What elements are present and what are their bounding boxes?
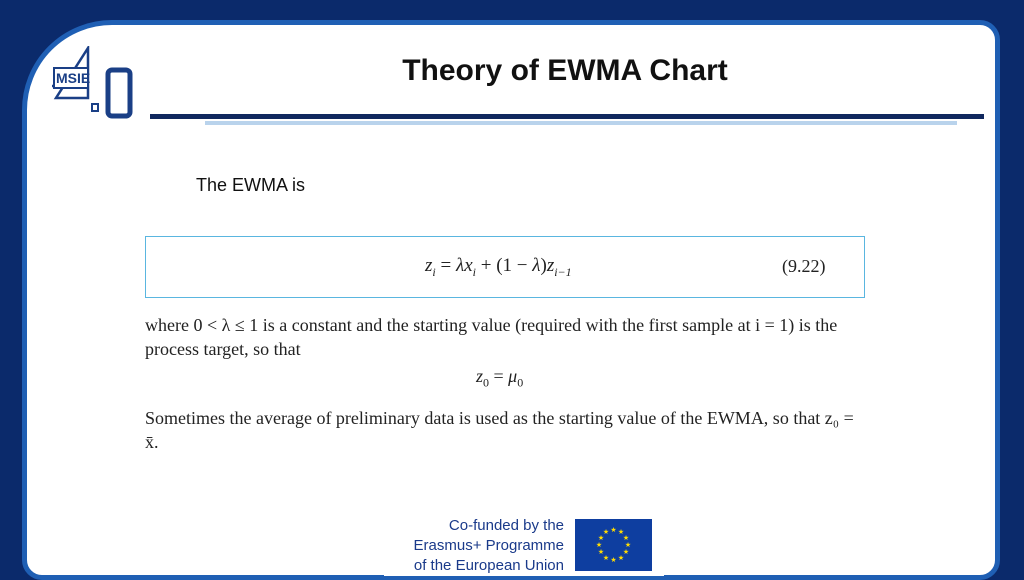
paragraph-constant: where 0 < λ ≤ 1 is a constant and the starting value (required with the first sample at i = 1) is the process target, so that (145, 315, 838, 359)
svg-text:★: ★ (602, 554, 610, 562)
svg-text:★: ★ (617, 554, 625, 562)
title-rule-shadow (205, 121, 957, 125)
funding-line-3: of the European Union (413, 557, 564, 574)
page-title: Theory of EWMA Chart (402, 54, 728, 87)
svg-text:★: ★ (610, 526, 617, 534)
svg-text:★: ★ (597, 548, 605, 556)
intro-text: The EWMA is (196, 175, 306, 195)
slide-panel (22, 20, 1000, 580)
eu-flag-icon (575, 519, 652, 571)
funding-line-1: Co-funded by the (448, 517, 564, 534)
ewma-equation: $z_i = \lambda x_i + (1 - \lambda)z_{i-1}$ (425, 255, 572, 279)
svg-text:★: ★ (597, 534, 605, 542)
equation-number: (9.22) (782, 256, 826, 276)
svg-text:★: ★ (595, 541, 603, 549)
msie-logo (48, 46, 144, 120)
svg-text:★: ★ (622, 534, 630, 542)
svg-text:★: ★ (602, 528, 610, 536)
svg-text:★: ★ (610, 556, 617, 564)
svg-text:★: ★ (624, 541, 632, 549)
funding-text (398, 516, 564, 576)
svg-text:★: ★ (622, 548, 630, 556)
svg-text:★: ★ (617, 528, 625, 536)
paragraph-preliminary: Sometimes the average of preliminary data is used as the starting value of the EWMA, so that z₀ = x̄. (145, 408, 854, 452)
svg-text:MSIE: MSIE (56, 70, 91, 86)
funding-line-2: Erasmus+ Programme (413, 537, 564, 554)
title-rule (150, 114, 984, 119)
initial-value-equation: $z_0 = \mu_0$ (476, 366, 524, 390)
